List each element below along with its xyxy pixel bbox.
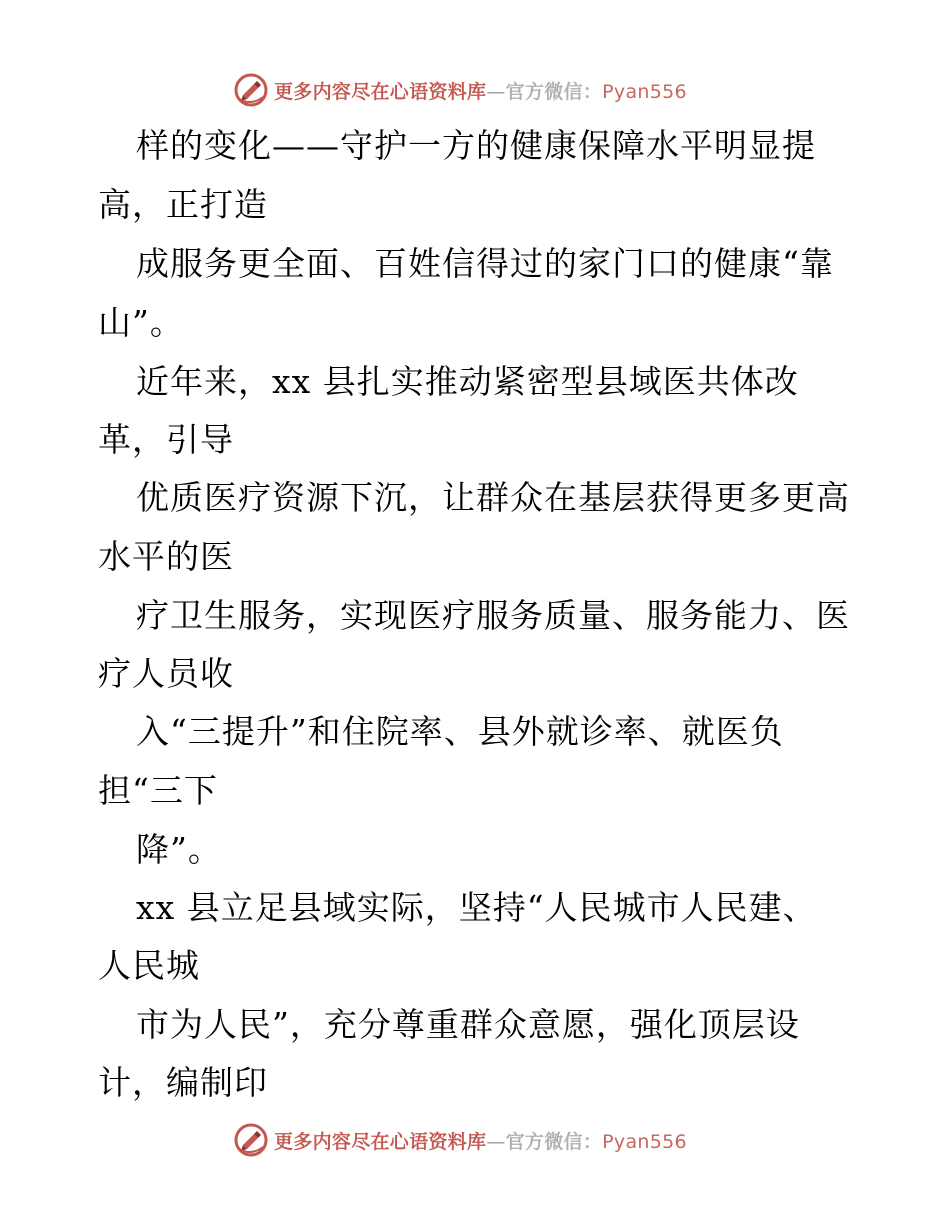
text-line: 近年来，xx 县扎实推动紧密型县域医共体改: [136, 362, 799, 401]
watermark-handle: Pyan556: [602, 1130, 687, 1153]
text-line: 优质医疗资源下沉，让群众在基层获得更多更高: [136, 478, 850, 517]
text-line: 降”。: [136, 830, 222, 869]
watermark-separator: —: [486, 80, 506, 103]
text-line: 水平的医: [98, 537, 234, 576]
text-line: 样的变化——守护一方的健康保障水平明显提: [136, 126, 816, 165]
text-line: 成服务更全面、百姓信得过的家门口的健康“靠: [136, 244, 834, 283]
text-line: 入“三提升”和住院率、县外就诊率、就医负: [136, 712, 784, 751]
watermark-account-label: 官方微信：: [505, 80, 603, 103]
text-line: 革，引导: [98, 420, 234, 459]
text-line: 市为人民”，充分尊重群众意愿，强化顶层设: [136, 1005, 800, 1044]
text-line: 疗卫生服务，实现医疗服务质量、服务能力、医: [136, 596, 850, 635]
text-line: xx 县立足县域实际，坚持“人民城市人民建、: [136, 888, 817, 927]
watermark-brand: 更多内容尽在心语资料库: [274, 80, 487, 103]
text-line: 山”。: [98, 303, 184, 342]
watermark-brand: 更多内容尽在心语资料库: [274, 1130, 487, 1153]
footer-watermark: [234, 1122, 687, 1158]
text-line: 计，编制印: [98, 1063, 268, 1102]
text-line: 高，正打造: [98, 185, 268, 224]
watermark-text: [274, 1127, 687, 1154]
text-line: 担“三下: [98, 771, 218, 810]
text-line: 人民城: [98, 946, 200, 985]
watermark-separator: —: [486, 1130, 506, 1153]
watermark-handle: Pyan556: [602, 80, 687, 103]
text-line: 疗人员收: [98, 654, 234, 693]
watermark-account-label: 官方微信：: [505, 1130, 603, 1153]
book-pen-logo-icon: [234, 1123, 268, 1157]
